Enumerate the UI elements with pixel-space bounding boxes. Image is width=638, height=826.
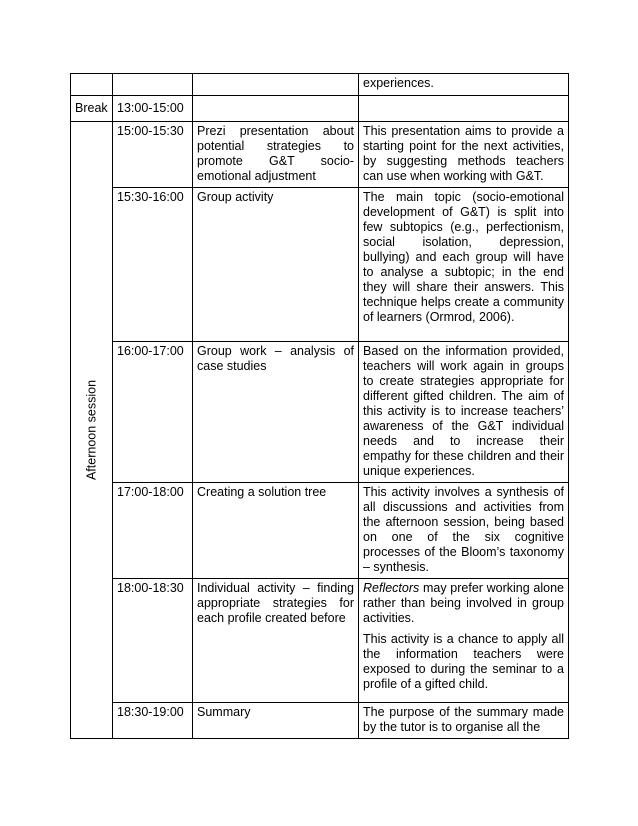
row-description: This presentation aims to provide a starting point for the next activities, by suggesting methods teachers can use when working with G&T. <box>359 122 569 188</box>
row-activity: Individual activity – finding appropriate strategies for each profile created before <box>193 579 359 703</box>
cell-description <box>359 96 569 122</box>
table-row <box>71 188 569 342</box>
reflectors-term: Reflectors <box>363 581 420 595</box>
break-label: Break <box>71 96 113 122</box>
session-label-cell <box>71 122 113 739</box>
table-row <box>71 342 569 483</box>
row-description: The purpose of the summary made by the tutor is to organise all the <box>359 703 569 739</box>
row-activity: Creating a solution tree <box>193 483 359 579</box>
row-activity: Prezi presentation about potential strategies to promote G&T socio-emotional adjustment <box>193 122 359 188</box>
row-time: 15:30-16:00 <box>113 188 193 342</box>
table-row <box>71 579 569 703</box>
row-activity: Summary <box>193 703 359 739</box>
row-description: Reflectors may prefer working alone rather than being involved in group activities. This activity is a chance to apply all the information teachers were exposed to during the seminar to a profile of a gifted child. <box>359 579 569 703</box>
row-time: 17:00-18:00 <box>113 483 193 579</box>
session-label: Afternoon session <box>84 379 98 481</box>
cell-time <box>113 74 193 96</box>
table-row <box>71 483 569 579</box>
schedule-table <box>70 73 569 739</box>
cell-description: experiences. <box>359 74 569 96</box>
break-time: 13:00-15:00 <box>113 96 193 122</box>
row-description: This activity involves a synthesis of all discussions and activities from the afternoon session, being based on one of the six cognitive processes of the Bloom’s taxonomy – synthesis. <box>359 483 569 579</box>
row-time: 16:00-17:00 <box>113 342 193 483</box>
cell-activity <box>193 74 359 96</box>
row-activity: Group work – analysis of case studies <box>193 342 359 483</box>
cell-activity <box>193 96 359 122</box>
table-row <box>71 122 569 188</box>
row-description: Based on the information provided, teachers will work again in groups to create strategies appropriate for different gifted children. The aim of this activity is to increase teachers’ awareness of the G&T individual needs and to increase their empathy for these children and their unique experiences. <box>359 342 569 483</box>
cell-session <box>71 74 113 96</box>
row-time: 18:00-18:30 <box>113 579 193 703</box>
row-description: The main topic (socio-emotional development of G&T) is split into few subtopics (e.g., perfectionism, social isolation, depression, bullying) and each group will have to analyse a subtopic; in the end they will share their answers. This technique helps create a community of learners (Ormrod, 2006). <box>359 188 569 342</box>
row-time: 18:30-19:00 <box>113 703 193 739</box>
table-row-continuation <box>71 74 569 96</box>
row-time: 15:00-15:30 <box>113 122 193 188</box>
table-row-break <box>71 96 569 122</box>
table-row <box>71 703 569 739</box>
row-activity: Group activity <box>193 188 359 342</box>
